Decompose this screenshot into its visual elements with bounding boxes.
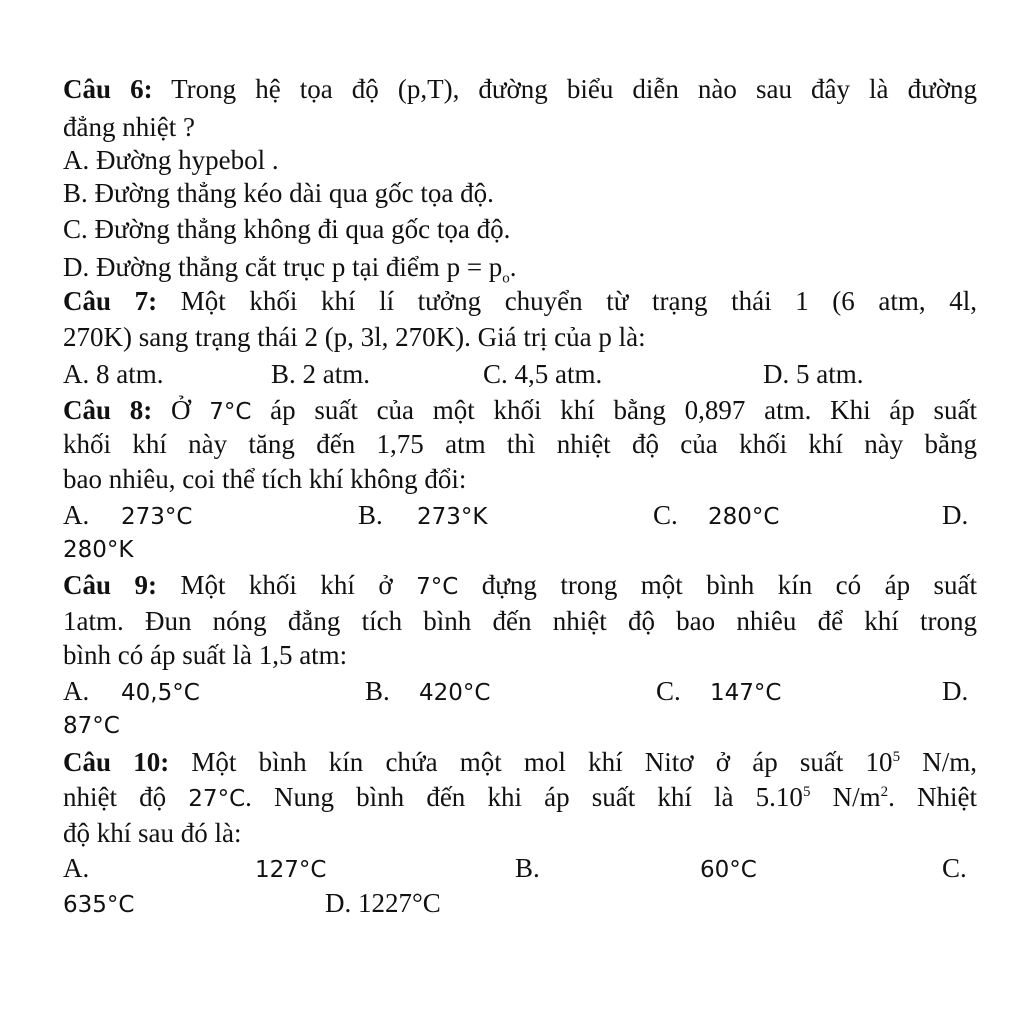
q9-option-c-value: 147°C <box>710 680 782 706</box>
q10-option-a-letter: A. <box>63 853 90 883</box>
q9-line-1 <box>63 568 977 604</box>
q9-option-a-value: 40,5°C <box>121 680 200 706</box>
q9-label: Câu 9: <box>63 570 157 600</box>
q10-option-d: D. 1227°C <box>325 888 441 918</box>
q7-line-1 <box>63 284 977 318</box>
q10-text-2-post: . Nhiệt <box>888 782 977 812</box>
q10-text-1-post: N/m, <box>922 747 978 777</box>
q10-text-2-sup: 5 <box>802 784 811 800</box>
q6-option-a: A. Đường hypebol . <box>63 145 279 175</box>
q10-text-2-unit-sup: 2 <box>880 784 889 800</box>
q9-option-a-letter: A. <box>63 676 90 706</box>
q6-option-b: B. Đường thẳng kéo dài qua gốc tọa độ. <box>63 178 494 208</box>
q7-label: Câu 7: <box>63 286 158 316</box>
q8-option-c-value: 280°C <box>708 504 780 530</box>
q6-label: Câu 6: <box>63 74 153 104</box>
q8-option-c-letter: C. <box>653 500 678 530</box>
q10-option-c-value: 635°C <box>63 892 135 918</box>
q6-line-2: đẳng nhiệt ? <box>63 112 195 142</box>
q8-option-b-letter: B. <box>358 500 383 530</box>
q6-line-1 <box>63 72 977 106</box>
q6-text-1: Trong hệ tọa độ (p,T), đường biểu diễn nào sau đây là đường <box>171 74 978 104</box>
q7-option-c: C. 4,5 atm. <box>483 359 603 389</box>
q8-line-2: khối khí này tăng đến 1,75 atm thì nhiệt độ của khối khí này bằng <box>63 429 977 459</box>
q7-option-a: A. 8 atm. <box>63 359 164 389</box>
q6-option-d-text: D. Đường thẳng cắt trục p tại điểm p = p <box>63 252 503 282</box>
q9-option-d-letter: D. <box>942 676 969 706</box>
q10-temp: 27°C <box>188 786 246 812</box>
q9-option-d-value: 87°C <box>63 713 120 739</box>
q9-line-2: 1atm. Đun nóng đẳng tích bình đến nhiệt độ bao nhiêu để khí trong <box>63 606 977 636</box>
q8-option-d-value: 280°K <box>63 537 134 563</box>
q6-option-d-end: . <box>509 252 517 282</box>
q6-option-c: C. Đường thẳng không đi qua gốc tọa độ. <box>63 214 511 244</box>
q7-line-2: 270K) sang trạng thái 2 (p, 3l, 270K). Giá trị của p là: <box>63 322 646 352</box>
q10-option-c-letter: C. <box>942 853 967 883</box>
q8-line-3: bao nhiêu, coi thể tích khí không đổi: <box>63 464 467 494</box>
q7-text-1: Một khối khí lí tưởng chuyển từ trạng thái 1 (6 atm, 4l, <box>180 286 977 316</box>
q8-option-a-letter: A. <box>63 500 90 530</box>
q8-option-a-value: 273°C <box>121 504 193 530</box>
q7-option-b: B. 2 atm. <box>271 359 370 389</box>
q10-line-3: độ khí sau đó là: <box>63 818 242 848</box>
q9-option-b-value: 420°C <box>419 680 491 706</box>
q9-text-1-pre: Một khối khí ở <box>180 570 393 600</box>
q8-label: Câu 8: <box>63 395 153 425</box>
q10-option-a-value: 127°C <box>255 857 327 883</box>
q9-text-1-post: đựng trong một bình kín có áp suất <box>481 570 978 600</box>
q9-temp: 7°C <box>416 574 459 600</box>
q8-text-1-pre: Ở <box>170 395 191 425</box>
q10-option-b-value: 60°C <box>700 857 757 883</box>
q6-option-d-sub: o <box>502 270 510 287</box>
q8-option-d-letter: D. <box>942 500 969 530</box>
q8-option-b-value: 273°K <box>417 504 488 530</box>
q9-line-3: bình có áp suất là 1,5 atm: <box>63 640 348 670</box>
q10-line-2 <box>63 780 977 816</box>
q10-text-2-pre: nhiệt độ <box>63 782 167 812</box>
q10-text-1-sup: 5 <box>892 749 901 765</box>
q10-text-2-unit: N/m <box>832 782 881 812</box>
q8-text-1-post: áp suất của một khối khí bằng 0,897 atm. Khi áp suất <box>270 395 978 425</box>
q8-temp: 7°C <box>209 399 252 425</box>
q6-option-d <box>63 250 977 287</box>
q7-option-d: D. 5 atm. <box>763 359 864 389</box>
q9-option-b-letter: B. <box>365 676 390 706</box>
q8-line-1 <box>63 393 977 429</box>
q10-text-2-mid: . Nung bình đến khi áp suất khí là 5.10 <box>245 782 803 812</box>
q9-option-c-letter: C. <box>656 676 681 706</box>
q10-line-1 <box>63 745 977 779</box>
q10-option-b-letter: B. <box>515 853 540 883</box>
q10-text-1-pre: Một bình kín chứa một mol khí Nitơ ở áp suất 10 <box>191 747 893 777</box>
q10-label: Câu 10: <box>63 747 170 777</box>
